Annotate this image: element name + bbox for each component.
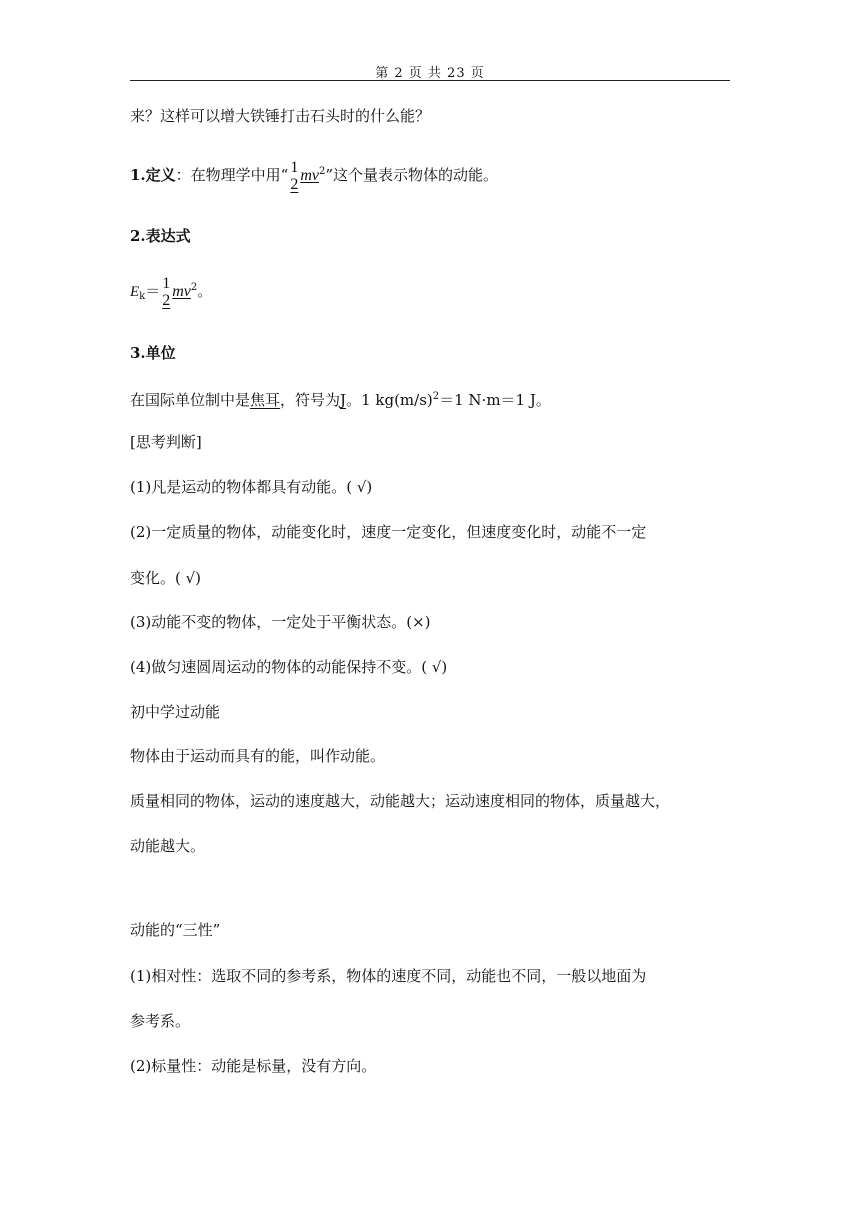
text-line-continuation: 来？这样可以增大铁锤打击石头时的什么能？ — [130, 107, 431, 125]
unit-symbol: J — [340, 391, 347, 409]
fraction-numerator: 1 — [290, 159, 299, 176]
mv-exponent: 2 — [190, 282, 198, 293]
page-header: 第 2 页 共 23 页 — [375, 66, 485, 81]
ek-subscript: k — [139, 291, 146, 302]
junior-review-text-2: 质量相同的物体，运动的速度越大，动能越大；运动速度相同的物体，质量越大， — [130, 792, 671, 810]
ek-period: 。 — [197, 282, 213, 300]
unit-text-post1: 。1 kg(m/s) — [346, 391, 433, 409]
three-properties-title: 动能的“三性” — [130, 921, 221, 939]
expression-heading: 2.表达式 — [130, 227, 191, 245]
mv-term: mv — [300, 167, 319, 184]
judgment-item-4: (4)做匀速圆周运动的物体的动能保持不变。( √) — [130, 658, 448, 676]
unit-text-mid: ，符号为 — [280, 391, 341, 409]
header-rule — [130, 80, 730, 81]
fraction-half — [290, 159, 298, 193]
think-judge-heading: [思考判断] — [130, 433, 202, 451]
definition-text-pre: ：在物理学中用“ — [175, 166, 289, 184]
junior-review-text-1: 物体由于运动而具有的能，叫作动能。 — [130, 747, 386, 765]
ek-symbol: E — [130, 284, 140, 300]
junior-review-title: 初中学过动能 — [130, 703, 221, 721]
property-relativity: (1)相对性：选取不同的参考系，物体的速度不同，动能也不同，一般以地面为 — [130, 967, 647, 985]
junior-review-text-2-cont: 动能越大。 — [130, 837, 206, 855]
fraction-numerator: 1 — [162, 275, 171, 292]
mv-exponent: 2 — [319, 166, 326, 177]
ek-formula — [130, 268, 212, 308]
unit-line — [130, 387, 551, 410]
definition-label: 1.定义 — [130, 166, 176, 184]
property-relativity-cont: 参考系。 — [130, 1012, 191, 1030]
judgment-item-2-cont: 变化。( √) — [130, 569, 202, 587]
unit-heading: 3.单位 — [130, 344, 176, 362]
unit-name: 焦耳 — [250, 391, 281, 409]
judgment-item-3: (3)动能不变的物体，一定处于平衡状态。(×) — [130, 613, 431, 631]
definition-line — [130, 152, 498, 192]
ek-equals: ＝ — [145, 282, 161, 300]
unit-exponent: 2 — [432, 391, 440, 402]
unit-text-post2: ＝1 N·m＝1 J。 — [439, 391, 551, 409]
property-scalar: (2)标量性：动能是标量，没有方向。 — [130, 1057, 377, 1075]
fraction-denominator: 2 — [290, 176, 299, 193]
judgment-item-1: (1)凡是运动的物体都具有动能。( √) — [130, 478, 373, 496]
judgment-item-2: (2)一定质量的物体，动能变化时，速度一定变化，但速度变化时，动能不一定 — [130, 523, 647, 541]
fraction-half — [162, 275, 170, 309]
fraction-denominator: 2 — [162, 292, 171, 309]
unit-text-pre: 在国际单位制中是 — [130, 391, 251, 409]
definition-text-post: ”这个量表示物体的动能。 — [325, 166, 499, 184]
mv-term: mv — [172, 283, 191, 300]
